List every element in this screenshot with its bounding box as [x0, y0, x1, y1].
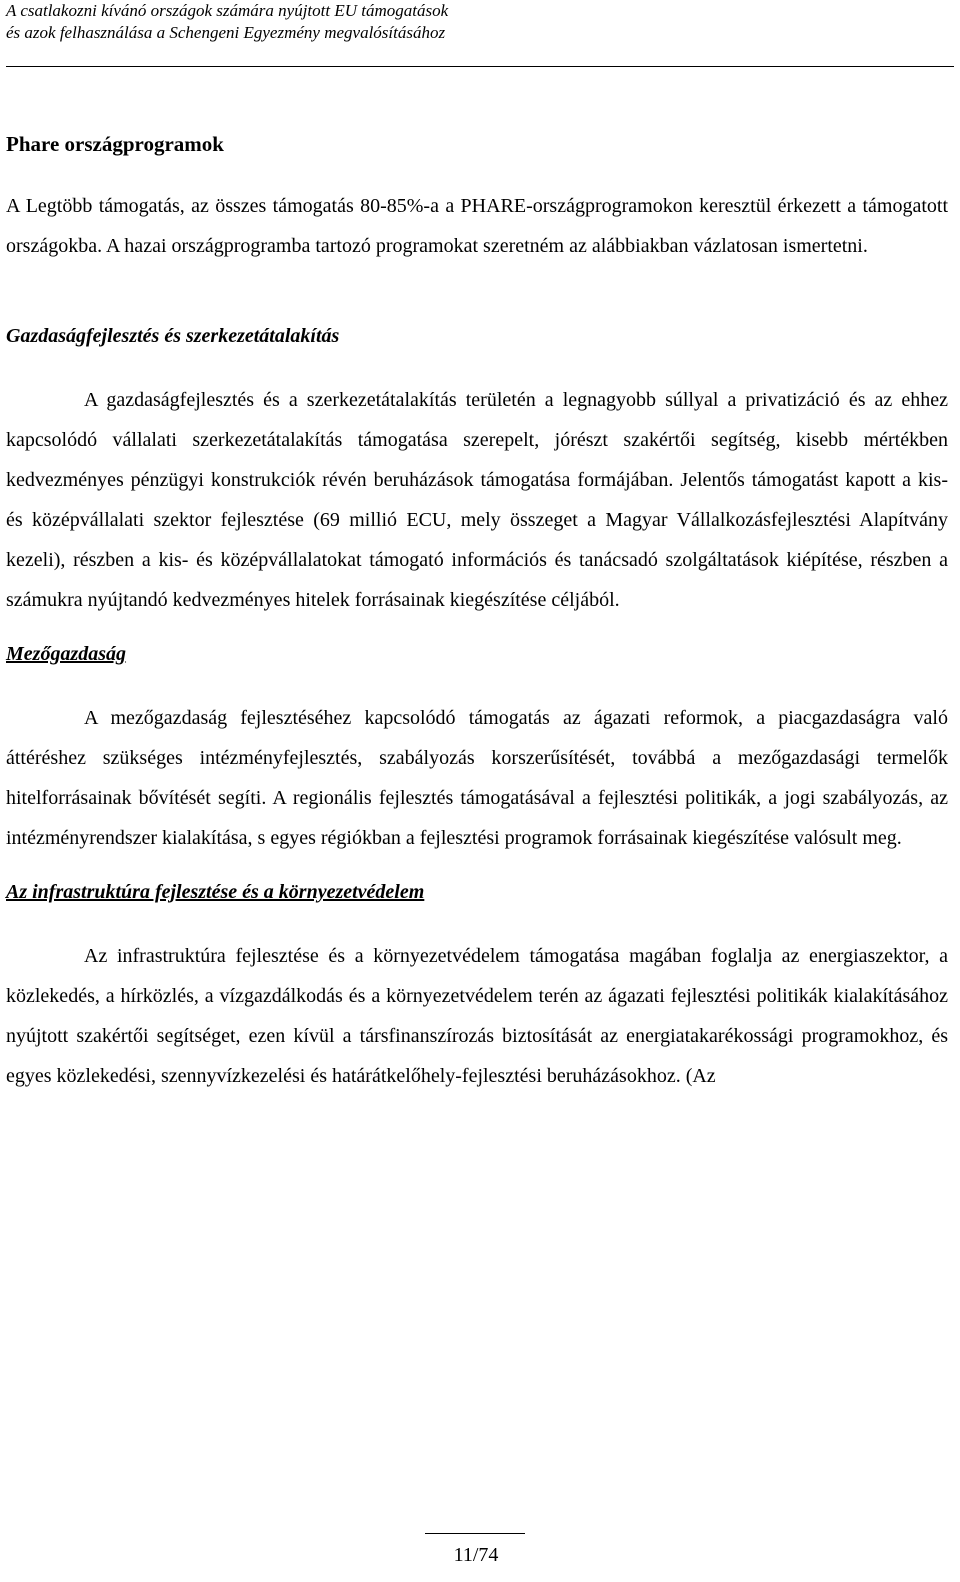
subsection-heading-agriculture: Mezőgazdaság: [6, 643, 127, 665]
running-header: [6, 0, 954, 67]
subsection-paragraph-agriculture: A mezőgazdaság fejlesztéséhez kapcsolódó támogatás az ágazati reformok, a piacgazdaságra való áttéréshez szükséges intézményfejlesztés, szabályozás korszerűsítését, továbbá a mezőgazdasági termelők hitelforrásainak bővítését segíti. A regionális fejlesztés támogatásával a fejlesztési politikák, a jogi szabályozás, az intézményrendszer kialakítása, s egyes régiókban a fejlesztési programok forrásainak kiegészítése valósult meg.: [6, 707, 948, 849]
section-title: Phare országprogramok: [6, 132, 224, 156]
subsection-paragraph-infrastructure: Az infrastruktúra fejlesztése és a környezetvédelem támogatása magában foglalja az energiaszektor, a közlekedés, a hírközlés, a vízgazdálkodás és a környezetvédelem terén az ágazati fejlesztési politikák kialakításához nyújtott szakértői segítséget, ezen kívül a társfinanszírozás biztosítását az energiatakarékossági programokhoz, és egyes közlekedési, szennyvízkezelési és határátkelőhely-fejlesztési beruházásokhoz. (Az: [6, 945, 948, 1087]
running-header-line-1: A csatlakozni kívánó országok számára nyújtott EU támogatások: [6, 1, 449, 20]
running-header-line-2: és azok felhasználása a Schengeni Egyezmény megvalósításához: [6, 23, 446, 42]
intro-paragraph: A Legtöbb támogatás, az összes támogatás 80-85%-a a PHARE-országprogramokon keresztül érkezett a támogatott országokba. A hazai országprogramba tartozó programokat szeretném az alábbiakban vázlatosan ismertetni.: [6, 195, 948, 257]
page-number: 11/74: [453, 1544, 499, 1566]
subsection-heading-infrastructure: Az infrastruktúra fejlesztése és a környezetvédelem: [6, 881, 425, 903]
subsection-paragraph-economy: A gazdaságfejlesztés és a szerkezetátalakítás területén a legnagyobb súllyal a privatizáció és az ehhez kapcsolódó vállalati szerkezetátalakítás támogatása szerepelt, jórészt szakértői segítség, kisebb mértékben kedvezményes pénzügyi konstrukciók révén beruházások támogatása formájában. Jelentős támogatást kapott a kis- és középvállalati szektor fejlesztése (69 millió ECU, mely összeget a Magyar Vállalkozásfejlesztési Alapítvány kezeli), részben a kis- és középvállalatokat támogató információs és tanácsadó szolgáltatások kiépítése, részben a számukra nyújtandó kedvezményes hitelek forrásainak kiegészítése céljából.: [6, 389, 948, 611]
subsection-heading-economy: Gazdaságfejlesztés és szerkezetátalakítás: [6, 325, 340, 347]
footer-divider: [425, 1533, 525, 1534]
document-body: [6, 130, 948, 1096]
